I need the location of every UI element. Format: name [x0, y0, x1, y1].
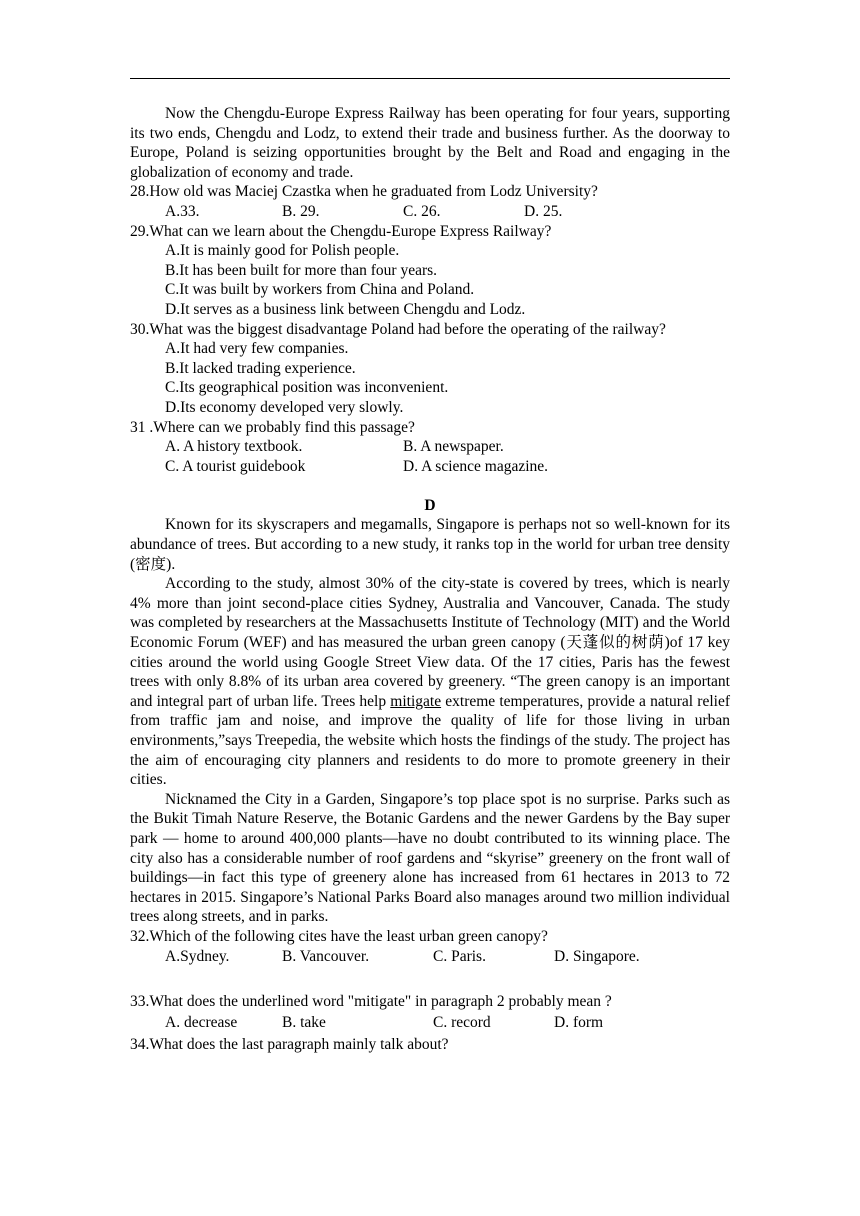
exam-page	[130, 104, 730, 1055]
question-31-options-row-1	[130, 437, 730, 457]
option-30-b: B.It lacked trading experience.	[165, 359, 356, 377]
underlined-word-mitigate: mitigate	[390, 692, 442, 710]
paragraph-2-text-start: According to the study, almost 30% of the city-state is covered by trees, which is nearly 4% more than joint second-place cities Sydney, Australia and Vancouver, Canada. The study was completed by researchers at the Massachusetts Institute of Technology (MIT) and the World Economic Forum (WEF) and has measured the urban green canopy (天蓬似的树荫)of 17 key cities around the world using Google Street View data. Of the 17 cities, Paris has the fewest trees with only 8.8% of its urban area covered by greenery. “The green canopy is an important and integral part of urban life. Trees help	[130, 575, 730, 710]
section-d-paragraph-2	[130, 574, 730, 790]
option-33-d: D. form	[554, 1014, 604, 1032]
question-33	[130, 992, 730, 1033]
option-33-a: A. decrease	[165, 1014, 238, 1032]
section-d-paragraph-1: Known for its skyscrapers and megamalls, Singapore is perhaps not so well-known for its abundance of trees. But according to a new study, it ranks top in the world for urban tree density (密度).	[130, 516, 730, 573]
option-29-b: B.It has been built for more than four years.	[165, 261, 438, 279]
question-29-stem: 29.What can we learn about the Chengdu-Europe Express Railway?	[130, 222, 552, 240]
option-30-c: C.Its geographical position was inconvenient.	[165, 379, 449, 397]
section-d-heading: D	[424, 496, 436, 514]
option-33-c: C. record	[433, 1014, 491, 1032]
option-31-d: D. A science magazine.	[403, 457, 549, 475]
question-28	[130, 182, 730, 221]
blank-line	[130, 966, 730, 986]
question-32	[130, 927, 730, 966]
option-32-d: D. Singapore.	[554, 947, 640, 965]
question-28-stem: 28.How old was Maciej Czastka when he graduated from Lodz University?	[130, 183, 598, 201]
question-32-options	[130, 947, 730, 967]
option-32-a: A.Sydney.	[165, 947, 230, 965]
header-rule	[130, 78, 730, 79]
question-31	[130, 418, 730, 477]
option-33-b: B. take	[282, 1014, 326, 1032]
question-33-options	[130, 1013, 730, 1033]
option-29-c: C.It was built by workers from China and Poland.	[165, 281, 475, 299]
option-31-c: C. A tourist guidebook	[165, 457, 306, 475]
option-28-b: B. 29.	[282, 202, 320, 220]
question-29	[130, 222, 730, 320]
option-31-a: A. A history textbook.	[165, 438, 303, 456]
option-32-b: B. Vancouver.	[282, 947, 370, 965]
option-30-d: D.Its economy developed very slowly.	[165, 398, 404, 416]
question-30	[130, 320, 730, 418]
option-29-d: D.It serves as a business link between Chengdu and Lodz.	[165, 300, 526, 318]
option-28-c: C. 26.	[403, 202, 441, 220]
option-30-a: A.It had very few companies.	[165, 340, 349, 358]
question-30-stem: 30.What was the biggest disadvantage Poland had before the operating of the railway?	[130, 320, 666, 338]
question-31-stem: 31 .Where can we probably find this passage?	[130, 418, 415, 436]
paragraph-2-text-end: extreme temperatures, provide a natural relief from traffic jam and noise, and improve the quality of life for those living in urban environments,”says Treepedia, the website which hosts the findings of the study. The project has the aim of encouraging city planners and residents to do more to promote greenery in their cities.	[130, 692, 730, 789]
question-31-options-row-2	[130, 457, 730, 477]
question-34	[130, 1035, 730, 1055]
passage-c-closing-paragraph: Now the Chengdu-Europe Express Railway has been operating for four years, supporting its two ends, Chengdu and Lodz, to extend their trade and business further. As the doorway to Europe, Poland is seizing opportunities brought by the Belt and Road and engaging in the globalization of economy and trade.	[130, 105, 730, 181]
question-34-stem: 34.What does the last paragraph mainly talk about?	[130, 1035, 449, 1053]
option-32-c: C. Paris.	[433, 947, 486, 965]
option-28-a: A.33.	[165, 202, 200, 220]
question-32-stem: 32.Which of the following cites have the least urban green canopy?	[130, 927, 548, 945]
section-d-paragraph-3: Nicknamed the City in a Garden, Singapore’s top place spot is no surprise. Parks such as the Bukit Timah Nature Reserve, the Botanic Gardens and the newer Gardens by the Bay super park — home to around 400,000 plants—have no doubt contributed to its winning place. The city also has a considerable number of roof gardens and “skyrise” greenery on the front wall of buildings—in fact this type of greenery alone has increased from 61 hectares in 2013 to 72 hectares in 2015. Singapore’s National Parks Board also manages around two million individual trees along streets, and in parks.	[130, 790, 730, 926]
question-28-options	[130, 202, 730, 222]
option-31-b: B. A newspaper.	[403, 438, 504, 456]
option-29-a: A.It is mainly good for Polish people.	[165, 242, 400, 260]
option-28-d: D. 25.	[524, 202, 563, 220]
question-33-stem: 33.What does the underlined word "mitigate" in paragraph 2 probably mean ?	[130, 992, 612, 1010]
